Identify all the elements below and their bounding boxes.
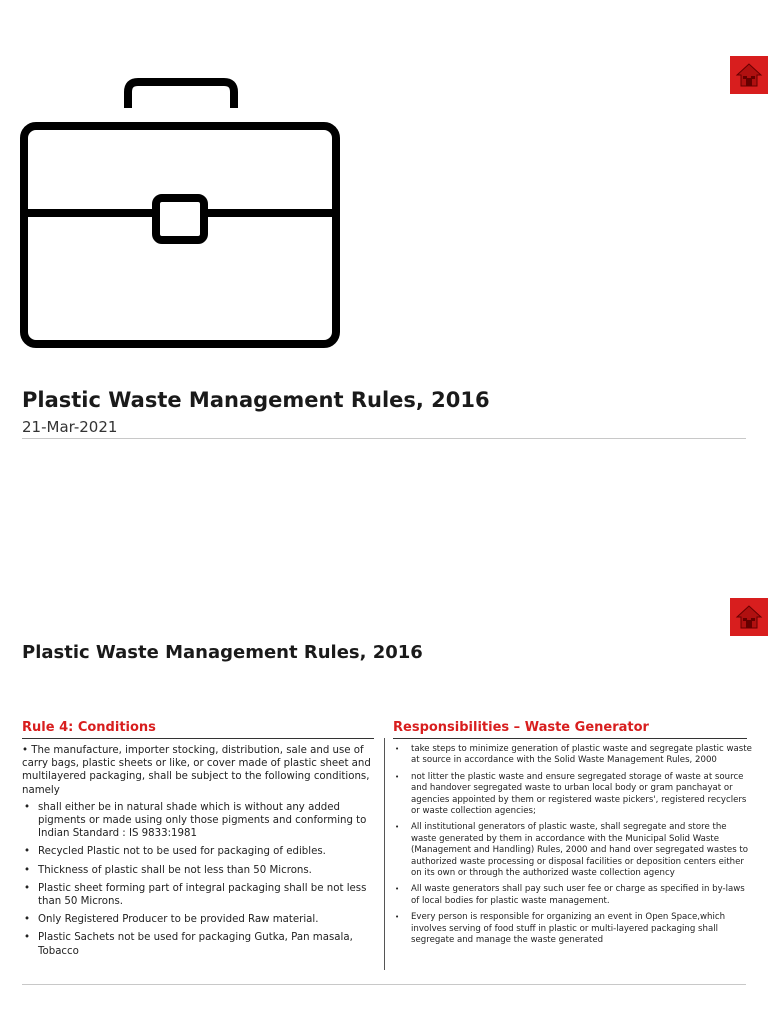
list-item: • Plastic Sachets not be used for packaging Gutka, Pan masala, Tobacco <box>22 931 372 957</box>
conditions-list <box>22 801 372 958</box>
conditions-intro: • The manufacture, importer stocking, distribution, sale and use of carry bags, plastic sheets or like, or cover made of plastic sheet and multilayered packaging, shall be subject to the following conditions, namely <box>22 745 371 796</box>
home-icon <box>735 62 763 88</box>
divider <box>22 984 746 985</box>
list-item: • All waste generators shall pay such user fee or charge as specified in by-laws of local bodies for plastic waste management. <box>393 884 753 907</box>
responsibilities-column <box>393 744 753 952</box>
slide-date: 21-Mar-2021 <box>22 418 118 436</box>
home-button[interactable] <box>730 56 768 94</box>
conditions-column <box>22 744 372 963</box>
list-item: • Every person is responsible for organizing an event in Open Space,which involves serving of food stuff in plastic or multi-layered packaging shall segregate and manage the waste generated <box>393 912 753 946</box>
title-slide <box>0 0 768 470</box>
rule4-heading: Rule 4: Conditions <box>22 720 156 735</box>
list-item: • Only Registered Producer to be provided Raw material. <box>22 913 372 926</box>
responsibilities-list <box>393 744 753 947</box>
list-item: • shall either be in natural shade which is without any added pigments or made using only those pigments and conforming to Indian Standard : IS 9833:1981 <box>22 801 372 841</box>
list-item: • Recycled Plastic not to be used for packaging of edibles. <box>22 845 372 858</box>
list-item: • Plastic sheet forming part of integral packaging shall be not less than 50 Microns. <box>22 882 372 908</box>
list-item: • not litter the plastic waste and ensure segregated storage of waste at source and handover segregated waste to urban local body or gram panchayat or agencies appointed by them or registered waste pickers', registered recyclers or waste collection agencies; <box>393 772 753 818</box>
content-slide <box>0 580 768 1024</box>
column-separator <box>384 738 385 970</box>
list-item: • take steps to minimize generation of plastic waste and segregate plastic waste at source in accordance with the Solid Waste Management Rules, 2000 <box>393 744 753 767</box>
slide-title: Plastic Waste Management Rules, 2016 <box>22 642 423 663</box>
list-item: • Thickness of plastic shall be not less than 50 Microns. <box>22 864 372 877</box>
divider <box>393 738 747 739</box>
slide-title: Plastic Waste Management Rules, 2016 <box>22 388 490 412</box>
divider <box>22 738 374 739</box>
home-button[interactable] <box>730 598 768 636</box>
briefcase-icon <box>16 74 344 352</box>
list-item: • All institutional generators of plastic waste, shall segregate and store the waste generated by them in accordance with the Municipal Solid Waste (Management and Handling) Rules, 2000 and hand over segregated wastes to authorized waste processing or disposal facilities or deposition centers either on its own or through the authorized waste collection agency <box>393 822 753 879</box>
divider <box>22 438 746 439</box>
responsibilities-heading: Responsibilities – Waste Generator <box>393 720 649 735</box>
home-icon <box>735 604 763 630</box>
